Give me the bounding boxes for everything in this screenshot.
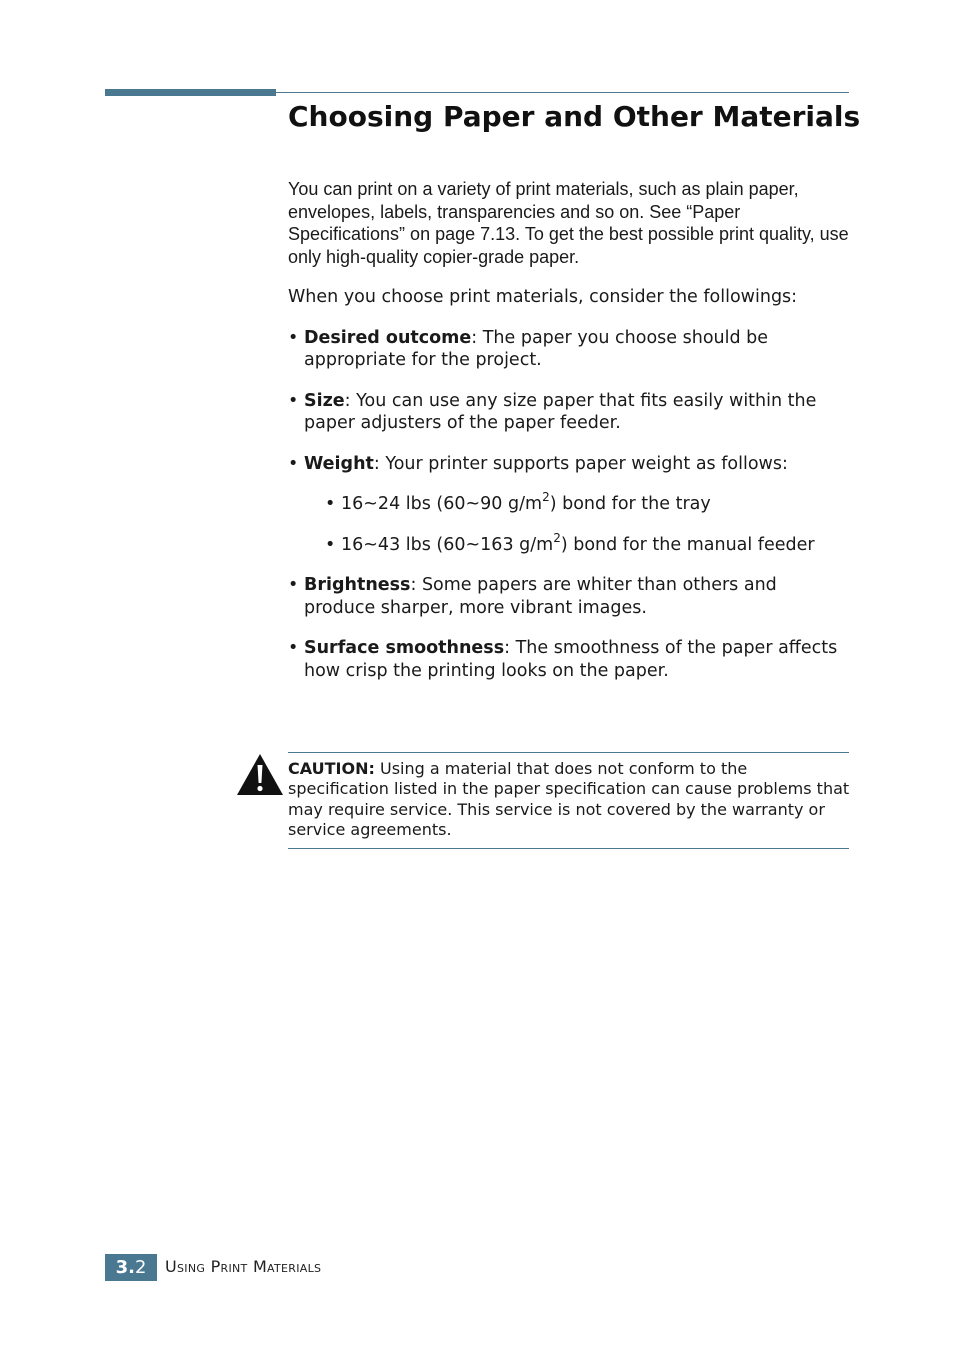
list-item-weight-tray bbox=[288, 490, 850, 516]
bullet-text: : Your printer supports paper weight as follows: bbox=[373, 453, 788, 474]
bullet-text: : The smoothness of the paper affects how crisp the printing looks on the paper. bbox=[304, 638, 838, 681]
page-title: Choosing Paper and Other Materials bbox=[288, 100, 861, 133]
caution-rule-top bbox=[288, 752, 849, 753]
bullet-marker: • bbox=[288, 453, 299, 474]
list-item-desired-outcome bbox=[288, 327, 850, 372]
footer-section-title: Using Print Materials bbox=[165, 1257, 322, 1276]
caution-note bbox=[288, 759, 850, 840]
weight-text: ) bond for the manual feeder bbox=[560, 534, 815, 555]
main-content bbox=[288, 178, 850, 682]
bullet-term: Desired outcome bbox=[304, 327, 472, 348]
bullet-term: Surface smoothness bbox=[304, 638, 505, 658]
lead-paragraph: When you choose print materials, consider the followings: bbox=[288, 287, 798, 307]
list-item-brightness bbox=[288, 574, 850, 619]
warning-icon bbox=[236, 753, 284, 797]
bullet-marker: • bbox=[288, 390, 299, 411]
weight-text: 16~43 lbs (60~163 g/m bbox=[341, 534, 554, 555]
superscript: 2 bbox=[542, 490, 550, 505]
bullet-marker: • bbox=[325, 534, 336, 555]
bullet-text: : Some papers are whiter than others and produce sharper, more vibrant images. bbox=[304, 575, 777, 618]
list-item-weight-manual-feeder bbox=[288, 530, 850, 557]
superscript: 2 bbox=[553, 530, 561, 545]
bullet-marker: • bbox=[325, 494, 336, 514]
bullet-marker: • bbox=[288, 575, 299, 595]
caution-label: CAUTION: bbox=[288, 759, 375, 778]
header-rule-thick bbox=[105, 89, 276, 96]
weight-text: 16~24 lbs (60~90 g/m bbox=[341, 494, 543, 514]
chapter-number: 3. bbox=[115, 1257, 135, 1278]
list-item-size bbox=[288, 390, 850, 435]
intro-paragraph: You can print on a variety of print materials, such as plain paper, envelopes, labels, transparencies and so on. See “Paper Specifications” on page 7.13. To get the best possible print quality, use only high-quality copier-grade paper. bbox=[288, 179, 849, 267]
bullet-text: : You can use any size paper that fits easily within the paper adjusters of the paper feeder. bbox=[304, 390, 817, 433]
bullet-term: Brightness bbox=[304, 575, 411, 595]
header-rule-thin bbox=[276, 92, 849, 93]
bullet-text: : The paper you choose should be appropriate for the project. bbox=[304, 327, 769, 370]
page-number: 2 bbox=[134, 1257, 147, 1278]
caution-rule-bottom bbox=[288, 848, 849, 849]
list-item-weight bbox=[288, 453, 850, 476]
bullet-marker: • bbox=[288, 638, 299, 658]
list-item-surface-smoothness bbox=[288, 637, 850, 682]
page-number-badge bbox=[105, 1254, 157, 1281]
weight-text: ) bond for the tray bbox=[549, 494, 711, 514]
bullet-marker: • bbox=[288, 327, 299, 348]
bullet-term: Size bbox=[304, 390, 345, 411]
bullet-term: Weight bbox=[304, 453, 374, 474]
caution-text: Using a material that does not conform to the specification listed in the paper specification can cause problems that may require service. This service is not covered by the warranty or service agreements. bbox=[288, 759, 850, 839]
